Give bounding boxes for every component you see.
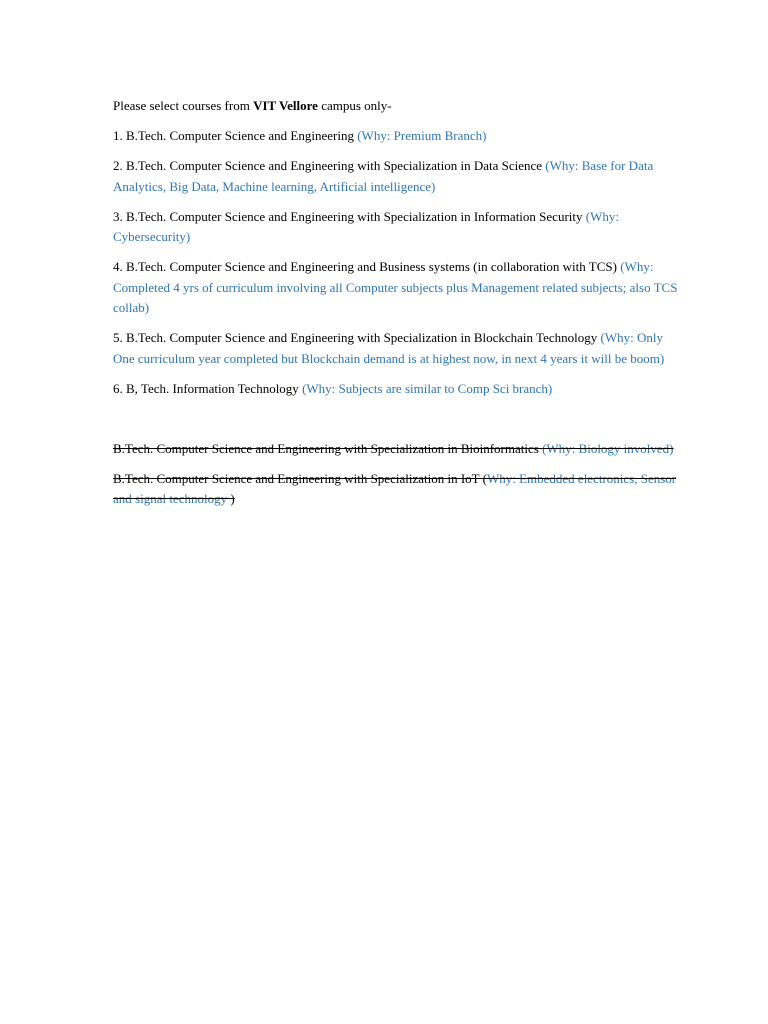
course-text: B.Tech. Computer Science and Engineering with Specialization in IoT (: [113, 470, 487, 486]
course-item-4: [113, 257, 683, 319]
course-reason: (Why: Subjects are similar to Comp Sci branch): [302, 380, 553, 396]
course-item-2: [113, 156, 683, 197]
course-reason: (Why: Cybersecurity): [113, 208, 619, 244]
course-text: 5. B.Tech. Computer Science and Engineering with Specialization in Blockchain Technology: [113, 330, 601, 345]
course-reason: (Why: Premium Branch): [357, 128, 487, 143]
campus-name: VIT Vellore: [253, 98, 318, 113]
course-reason: (Why: Biology involved): [542, 440, 674, 456]
course-reason: Why: Embedded electronics, Sensor and signal technology: [113, 470, 677, 506]
course-text: 3. B.Tech. Computer Science and Engineering with Specialization in Information Security: [113, 208, 586, 224]
intro-line: [113, 96, 683, 117]
course-item-6: [113, 379, 683, 400]
course-reason: (Why: Completed 4 yrs of curriculum involving all Computer subjects plus Management related subjects; also TCS collab): [113, 259, 678, 315]
course-item-1: [113, 126, 683, 147]
struck-course-item-2: [113, 469, 683, 510]
intro-suffix: campus only-: [317, 98, 392, 113]
course-item-3: [113, 207, 683, 248]
closing-paren: ): [230, 491, 235, 506]
course-reason: (Why: Only One curriculum year completed but Blockchain demand is at highest now, in next 4 years it will be boom): [113, 330, 665, 366]
course-text: B.Tech. Computer Science and Engineering with Specialization in Bioinformatics: [113, 440, 543, 456]
course-item-5: [113, 328, 683, 369]
blank-line: [113, 409, 683, 439]
course-text: 1. B.Tech. Computer Science and Engineering: [113, 128, 358, 143]
course-reason: (Why: Base for Data Analytics, Big Data, Machine learning, Artificial intelligence): [113, 158, 654, 194]
course-text: 6. B, Tech. Information Technology: [113, 380, 303, 396]
struck-course-item-1: [113, 439, 683, 460]
course-text: 2. B.Tech. Computer Science and Engineering with Specialization in Data Science: [113, 158, 546, 173]
course-text: 4. B.Tech. Computer Science and Engineering and Business systems (in collaboration with TCS): [113, 259, 621, 274]
document-body: [113, 96, 683, 519]
intro-prefix: Please select courses from: [113, 98, 254, 113]
